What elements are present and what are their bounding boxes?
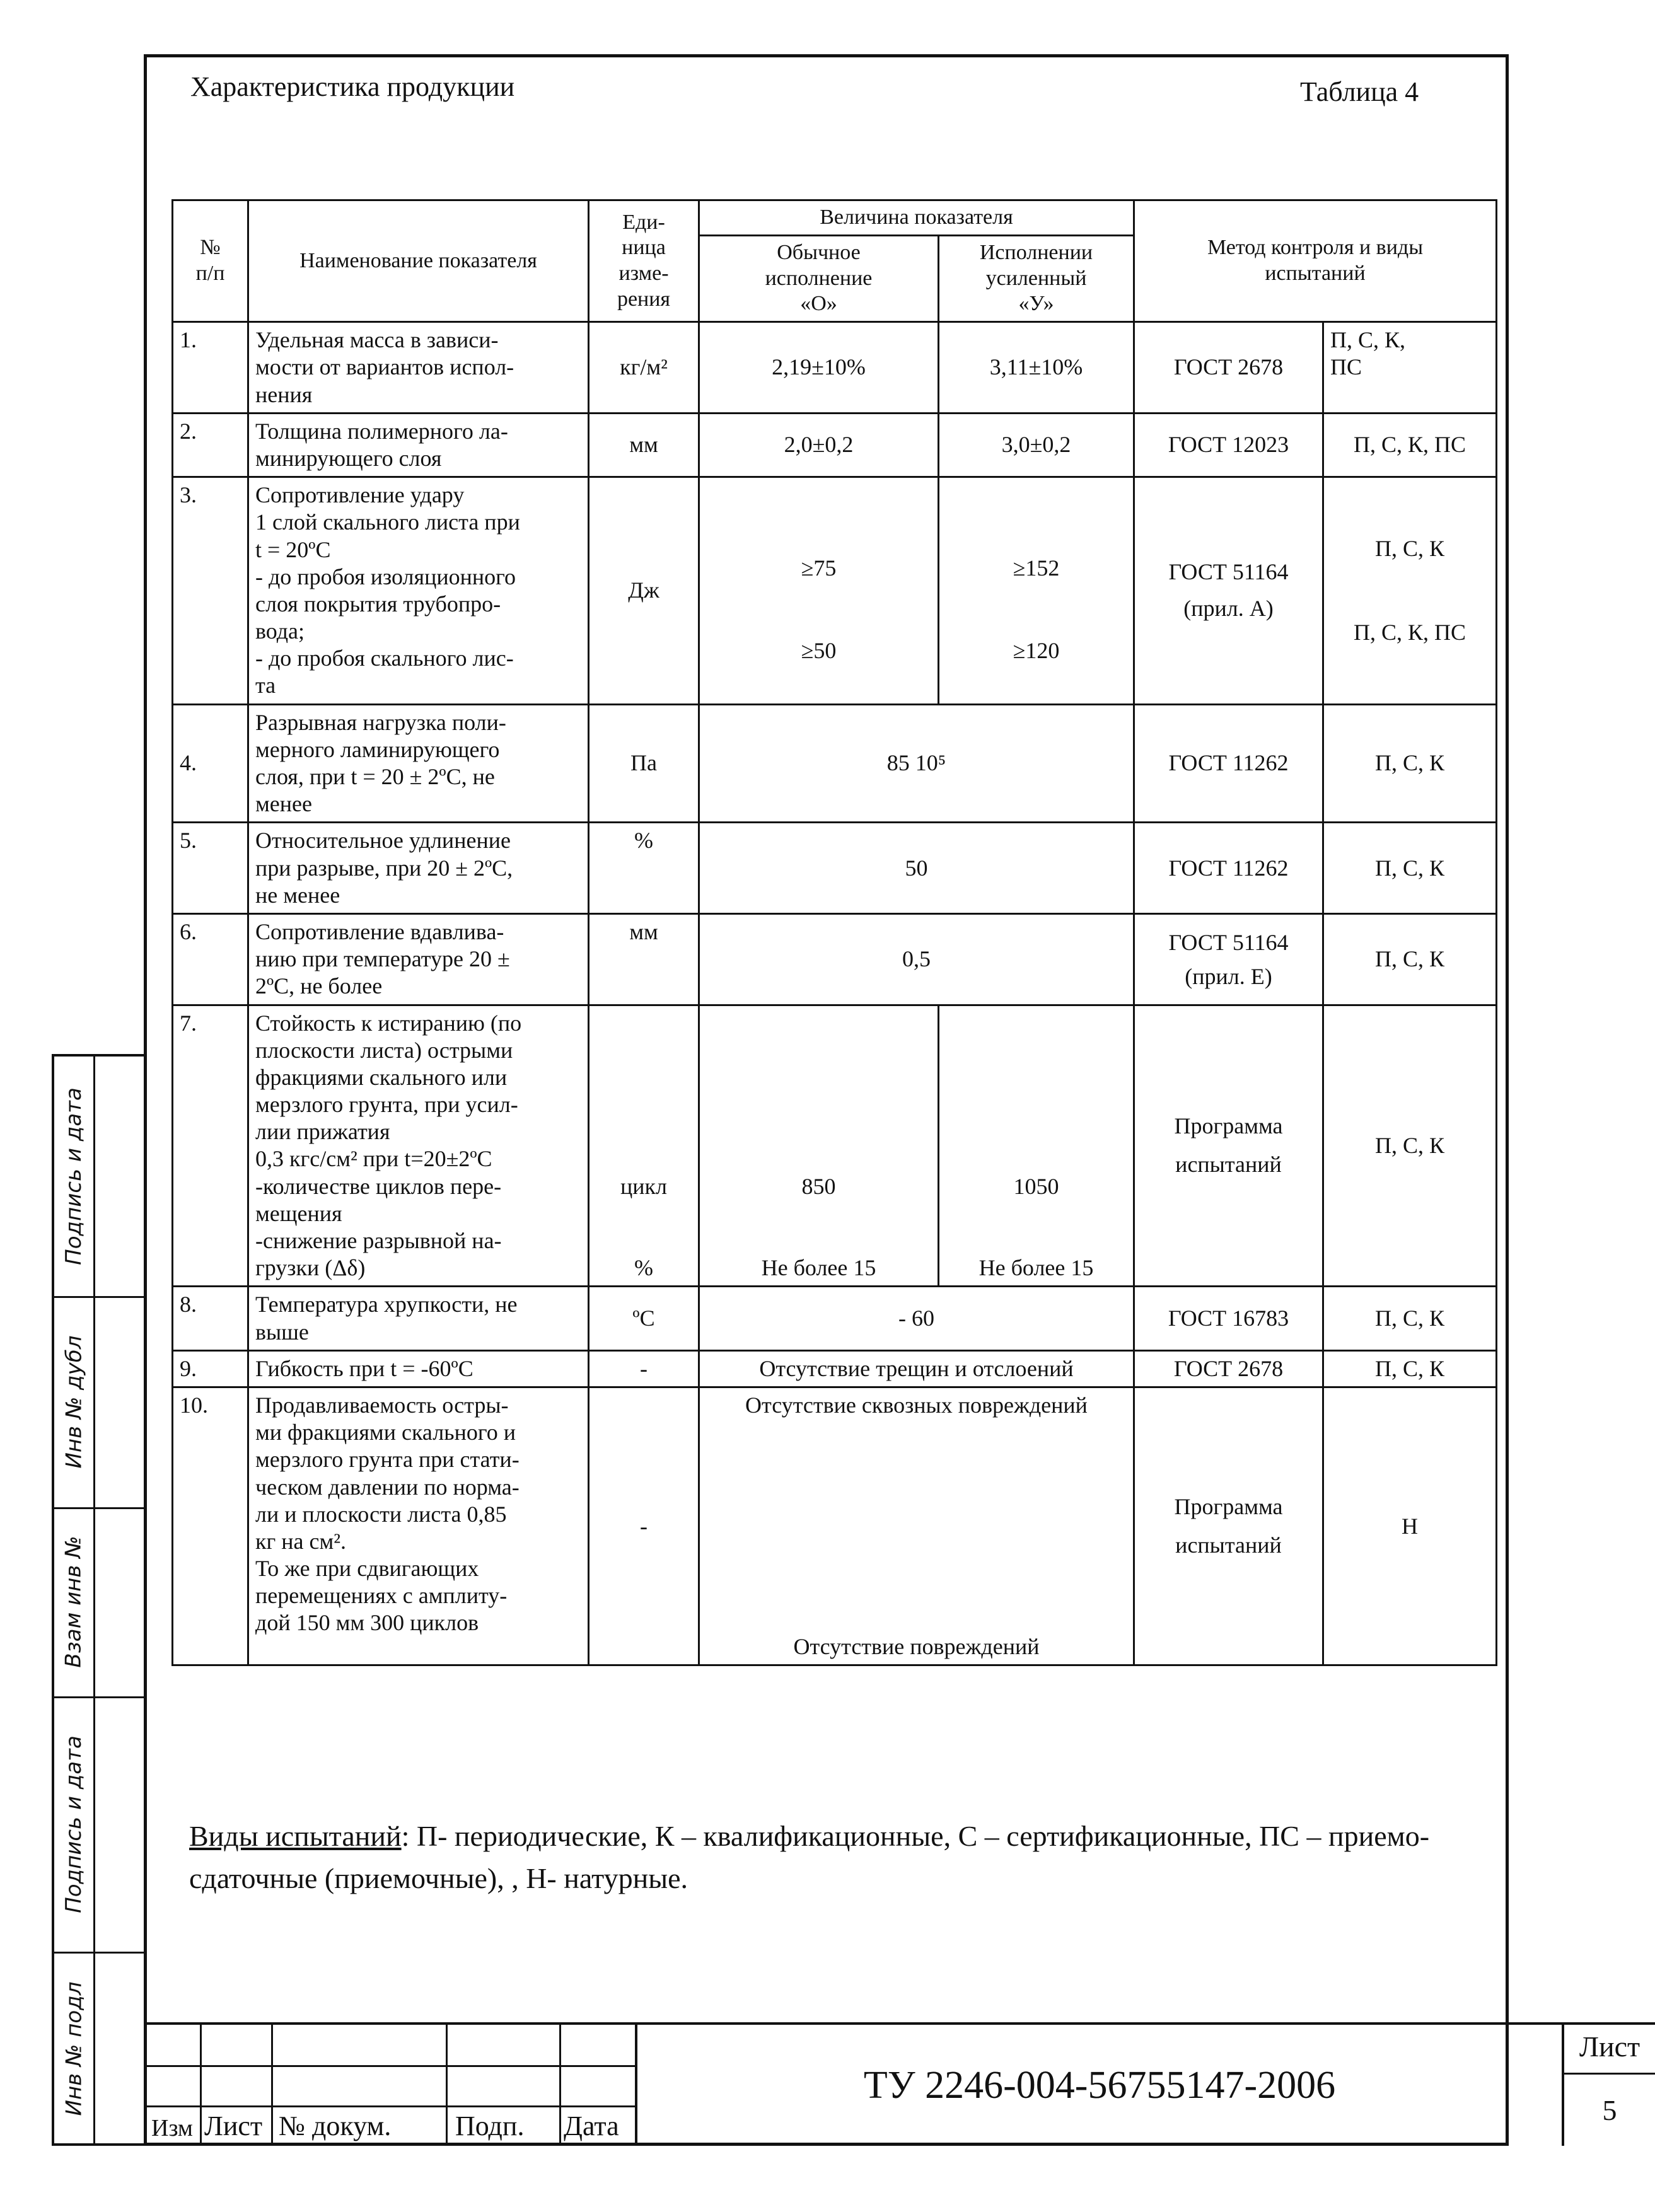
row-value: 50 xyxy=(699,823,1134,914)
row-unit: Дж xyxy=(589,477,699,705)
row-method: ГОСТ 2678 xyxy=(1134,322,1323,414)
row-value-u xyxy=(939,1005,1134,1287)
row-name: Удельная масса в зависи- мости от вариантов испол- нения xyxy=(248,322,589,414)
row-num: 3. xyxy=(173,477,248,705)
revision-grid xyxy=(146,2022,635,2146)
grid-line xyxy=(271,2025,273,2146)
row-num: 2. xyxy=(173,413,248,477)
sidebar-orig-inv: Инв № подл xyxy=(61,1981,87,2116)
row-unit: ºС xyxy=(589,1287,699,1350)
row-tests: П, С, К xyxy=(1323,823,1497,914)
row-tests: П, С, К xyxy=(1323,913,1497,1005)
table-row xyxy=(173,823,1497,914)
row-method: ГОСТ 11262 xyxy=(1134,823,1323,914)
row-unit: % xyxy=(589,823,699,914)
row-tests: П, С, К, ПС xyxy=(1323,322,1497,414)
row-unit: Па xyxy=(589,704,699,823)
row-value xyxy=(699,1387,1134,1665)
sidebar-sign-date-1: Подпись и дата xyxy=(61,1087,87,1265)
row-unit: мм xyxy=(589,913,699,1005)
row-num: 1. xyxy=(173,322,248,414)
row-value-u-1: ≥152 xyxy=(1013,555,1060,581)
title-block xyxy=(146,2022,1640,2146)
row-method: ГОСТ 51164 (прил. А) xyxy=(1134,477,1323,705)
row-name: Сопротивление вдавлива- нию при температуре 20 ± 2ºС, не более xyxy=(248,913,589,1005)
header-method: Метод контроля и виды испытаний xyxy=(1134,200,1497,322)
row-value: 85 10⁵ xyxy=(699,704,1134,823)
row-tests: Н xyxy=(1323,1387,1497,1665)
row-tests: П, С, К xyxy=(1323,1287,1497,1350)
row-tests-1: П, С, К xyxy=(1374,535,1445,561)
row-value: - 60 xyxy=(699,1287,1134,1350)
row-value: 0,5 xyxy=(699,913,1134,1005)
row-name: Сопротивление удару 1 слой скального листа при t = 20ºС - до пробоя изоляционного слоя покрытия трубопро- вода; - до пробоя скального лис- та xyxy=(248,477,589,705)
sheet-box xyxy=(1562,2022,1655,2146)
row-tests: П, С, К xyxy=(1323,1005,1497,1287)
test-types-note xyxy=(189,1815,1463,1899)
note-label: Виды испытаний xyxy=(189,1820,402,1852)
col-doc-no: № докум. xyxy=(279,2111,392,2141)
row-value-o: 2,0±0,2 xyxy=(699,413,939,477)
table-number: Таблица 4 xyxy=(1300,76,1419,107)
grid-line xyxy=(146,2065,635,2067)
row-value-u-2: Не более 15 xyxy=(978,1255,1094,1281)
row-method: ГОСТ 12023 xyxy=(1134,413,1323,477)
table-row xyxy=(173,322,1497,414)
grid-line xyxy=(446,2025,448,2146)
row-value-u: 3,11±10% xyxy=(939,322,1134,414)
row-name: Продавливаемость остры- ми фракциями скального и мерзлого грунта при стати- ческом давлении по норма- ли и плоскости листа 0,85 кг на см². То же при сдвигающих перемещениях с амплиту- дой 150 мм 300 циклов xyxy=(248,1387,589,1665)
row-num: 10. xyxy=(173,1387,248,1665)
header-value-o: Обычное исполнение «О» xyxy=(699,235,939,321)
row-tests: П, С, К xyxy=(1323,1350,1497,1387)
document-code: ТУ 2246-004-56755147-2006 xyxy=(635,2022,1562,2146)
row-method: ГОСТ 2678 xyxy=(1134,1350,1323,1387)
header-value-group: Величина показателя xyxy=(699,200,1134,236)
header-unit: Еди- ница изме- рения xyxy=(589,200,699,322)
row-method: Программа испытаний xyxy=(1134,1387,1323,1665)
row-num: 5. xyxy=(173,823,248,914)
row-name: Относительное удлинение при разрыве, при 20 ± 2ºС, не менее xyxy=(248,823,589,914)
row-method: ГОСТ 16783 xyxy=(1134,1287,1323,1350)
col-sign: Подп. xyxy=(455,2111,525,2141)
grid-line xyxy=(200,2025,202,2146)
row-unit-1: цикл xyxy=(620,1174,667,1199)
row-unit: - xyxy=(589,1387,699,1665)
row-value-o: 2,19±10% xyxy=(699,322,939,414)
sheet-number: 5 xyxy=(1564,2073,1655,2146)
row-tests: П, С, К, ПС xyxy=(1323,413,1497,477)
row-value-o xyxy=(699,477,939,705)
row-method: ГОСТ 51164 (прил. Е) xyxy=(1134,913,1323,1005)
row-value-o-1: 850 xyxy=(801,1174,836,1199)
row-method: Программа испытаний xyxy=(1134,1005,1323,1287)
row-name: Толщина полимерного ла- минирующего слоя xyxy=(248,413,589,477)
row-unit: мм xyxy=(589,413,699,477)
row-value-u-2: ≥120 xyxy=(1013,637,1060,663)
table-row xyxy=(173,1350,1497,1387)
sidebar-replace-inv: Взам инв № xyxy=(61,1536,87,1668)
row-value-2: Отсутствие повреждений xyxy=(793,1634,1040,1660)
header-num: № п/п xyxy=(173,200,248,322)
table-row xyxy=(173,1005,1497,1287)
row-unit: кг/м² xyxy=(589,322,699,414)
row-value-o-1: ≥75 xyxy=(801,555,837,581)
row-name: Стойкость к истиранию (по плоскости листа) острыми фракциями скального или мерзлого грунта, при усил- лии прижатия 0,3 кгс/см² при t=20±2ºС -количестве циклов пере- мещения -снижение разрывной на- грузки (Δδ) xyxy=(248,1005,589,1287)
header-name: Наименование показателя xyxy=(248,200,589,322)
table-row xyxy=(173,704,1497,823)
row-name: Температура хрупкости, не выше xyxy=(248,1287,589,1350)
row-unit: - xyxy=(589,1350,699,1387)
table-header-row xyxy=(173,200,1497,236)
row-name: Гибкость при t = -60ºС xyxy=(248,1350,589,1387)
row-value-o-2: ≥50 xyxy=(801,637,837,663)
col-list: Лист xyxy=(204,2111,263,2141)
sheet-label: Лист xyxy=(1579,2030,1640,2063)
row-value-o xyxy=(699,1005,939,1287)
row-value-o-2: Не более 15 xyxy=(761,1255,876,1281)
row-value-1: Отсутствие сквозных повреждений xyxy=(745,1392,1088,1418)
grid-line xyxy=(146,2105,635,2107)
row-tests xyxy=(1323,477,1497,705)
row-unit-2: % xyxy=(634,1255,653,1281)
row-num: 9. xyxy=(173,1350,248,1387)
table-row xyxy=(173,413,1497,477)
sidebar-sign-date-2: Подпись и дата xyxy=(61,1735,87,1913)
row-num: 7. xyxy=(173,1005,248,1287)
characteristics-table xyxy=(171,199,1497,1666)
col-date: Дата xyxy=(564,2111,619,2141)
row-value: Отсутствие трещин и отслоений xyxy=(699,1350,1134,1387)
row-method: ГОСТ 11262 xyxy=(1134,704,1323,823)
row-num: 6. xyxy=(173,913,248,1005)
table-row xyxy=(173,477,1497,705)
row-value-u-1: 1050 xyxy=(1013,1174,1059,1199)
row-name: Разрывная нагрузка поли- мерного ламинирующего слоя, при t = 20 ± 2ºС, не менее xyxy=(248,704,589,823)
document-title: Характеристика продукции xyxy=(190,71,515,102)
table-row xyxy=(173,1387,1497,1665)
grid-line xyxy=(559,2025,561,2146)
note-text: : П- периодические, К – квалификационные, С – сертификационные, ПС – приемо-сдаточные (приемочные), , Н- натурные. xyxy=(189,1820,1430,1894)
table-row xyxy=(173,1287,1497,1350)
header-value-u: Исполнении усиленный «У» xyxy=(939,235,1134,321)
row-num: 4. xyxy=(173,704,248,823)
row-num: 8. xyxy=(173,1287,248,1350)
col-izm: Изм xyxy=(151,2115,193,2141)
sidebar-dup-inv: Инв № дубл xyxy=(61,1335,87,1469)
approval-sidebar xyxy=(52,1054,145,2146)
row-value-u xyxy=(939,477,1134,705)
row-tests: П, С, К xyxy=(1323,704,1497,823)
table-row xyxy=(173,913,1497,1005)
row-value-u: 3,0±0,2 xyxy=(939,413,1134,477)
row-tests-2: П, С, К, ПС xyxy=(1353,619,1466,645)
row-unit xyxy=(589,1005,699,1287)
